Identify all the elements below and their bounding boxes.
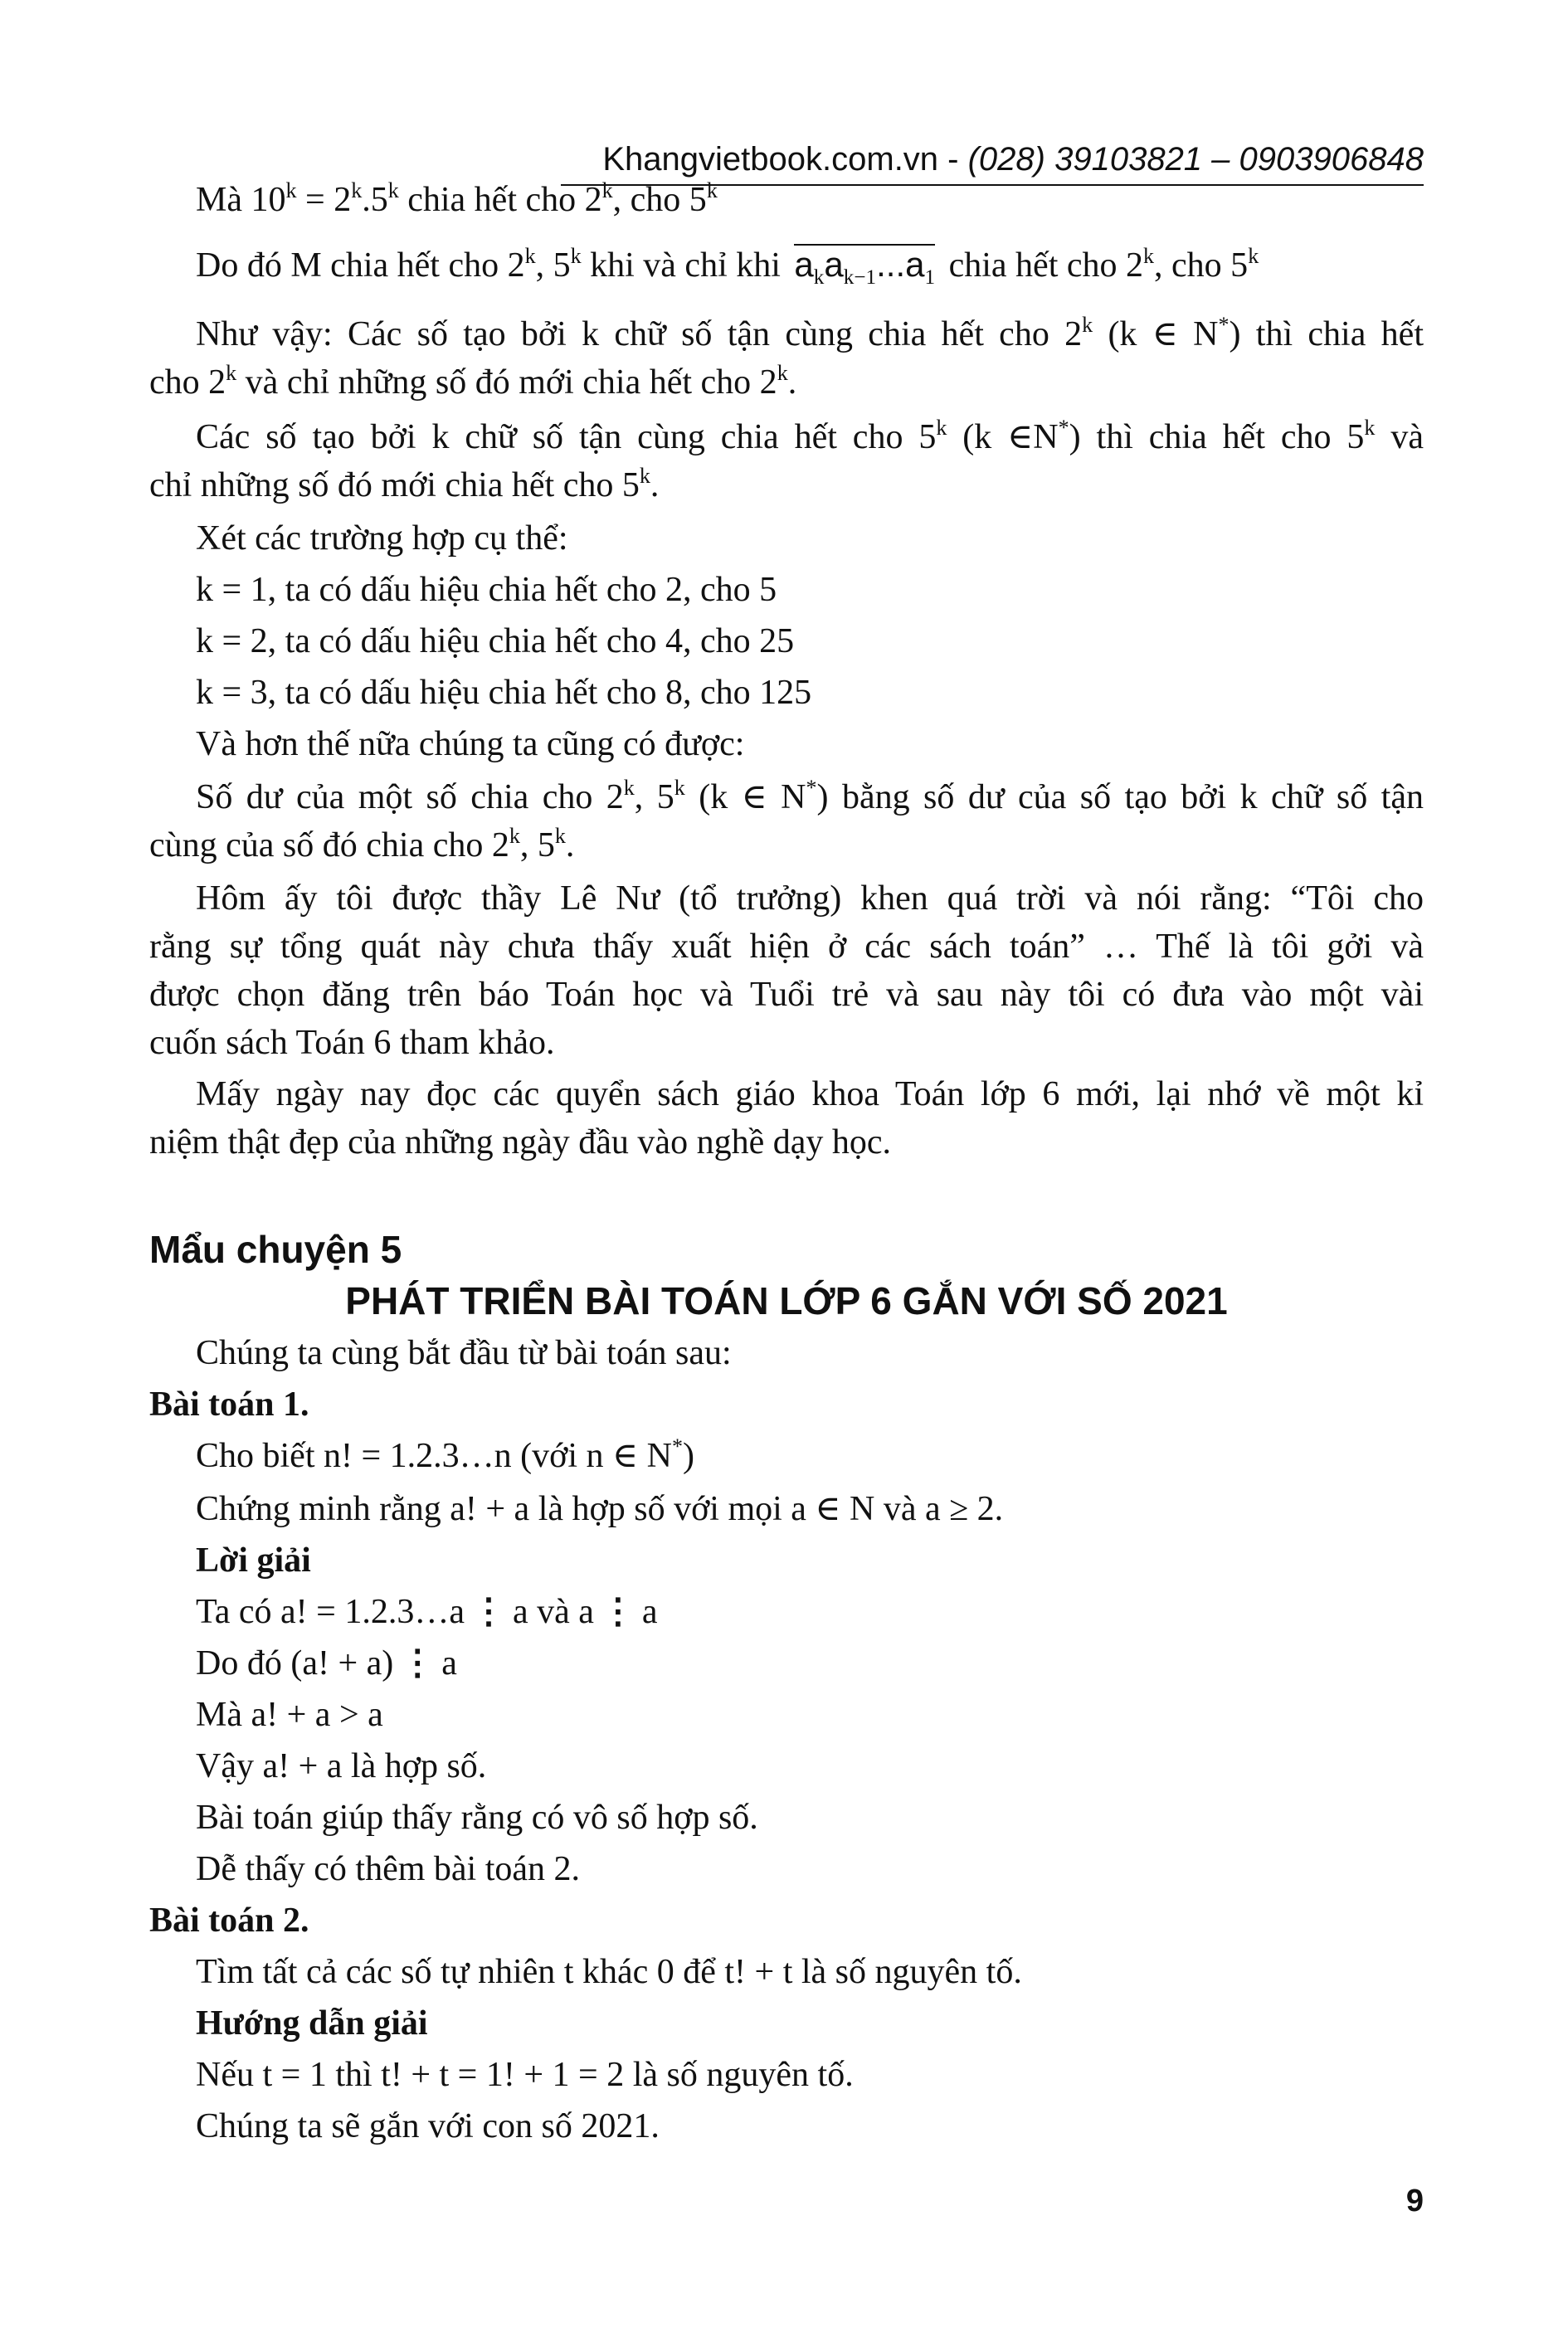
overline-number: $a_ka_{k-1}...a_1$ <box>794 241 935 290</box>
line-p6: k = 1, ta có dấu hiệu chia hết cho 2, cho 5 <box>196 571 777 609</box>
guide-line-2: Chúng ta sẽ gắn với con số 2021. <box>196 2107 660 2145</box>
solution-line-2: Do đó (a! + a) ⋮ a <box>196 1644 457 1682</box>
line-p8: k = 3, ta có dấu hiệu chia hết cho 8, cho 125 <box>196 674 812 712</box>
story-title: PHÁT TRIỂN BÀI TOÁN LỚP 6 GẮN VỚI SỐ 2021 <box>345 1279 1228 1322</box>
line-p11-2: rằng sự tổng quát này chưa thấy xuất hiện ở các sách toán” … Thế là tôi gởi và <box>149 928 1424 966</box>
line-p3a: Như vậy: Các số tạo bởi k chữ số tận cùng chia hết cho 2$^k$ (k ∈ N*) thì chia hết <box>196 312 1424 353</box>
line-p11-1: Hôm ấy tôi được thầy Lê Nư (tổ trưởng) khen quá trời và nói rằng: “Tôi cho <box>196 879 1424 918</box>
line-p11-3: được chọn đăng trên báo Toán học và Tuổi trẻ và sau này tôi có đưa vào một vài <box>149 976 1424 1014</box>
page-number: 9 <box>1405 2184 1424 2218</box>
solution-line-6: Dễ thấy có thêm bài toán 2. <box>196 1850 581 1888</box>
guide-line-1: Nếu t = 1 thì t! + t = 1! + 1 = 2 là số nguyên tố. <box>196 2056 854 2094</box>
story-label: Mẩu chuyện 5 <box>149 1228 402 1271</box>
line-p12-2: niệm thật đẹp của những ngày đầu vào nghề dạy học. <box>149 1123 891 1161</box>
line-p4a: Các số tạo bởi k chữ số tận cùng chia hết cho 5$^k$ (k ∈N*) thì chia hết cho 5$^k$ và <box>196 415 1424 456</box>
line-p4b: chỉ những số đó mới chia hết cho 5$^k$. <box>149 463 660 504</box>
line-p12-1: Mấy ngày nay đọc các quyển sách giáo khoa Toán lớp 6 mới, lại nhớ về một kỉ <box>196 1075 1424 1113</box>
header-site: Khangvietbook.com.vn - <box>602 141 968 178</box>
line-p10b: cùng của số đó chia cho 2$^k$, 5$^k$. <box>149 823 575 864</box>
line-p11-4: cuốn sách Toán 6 tham khảo. <box>149 1024 555 1062</box>
line-p1: Mà $10^k = 2^k.5^k$ chia hết cho 2$^k$, cho 5$^k$ <box>196 178 718 219</box>
solution-line-1: Ta có a! = 1.2.3…a ⋮ a và a ⋮ a <box>196 1593 658 1631</box>
line-p9: Và hơn thế nữa chúng ta cũng có được: <box>196 725 745 763</box>
solution-line-5: Bài toán giúp thấy rằng có vô số hợp số. <box>196 1799 758 1837</box>
problem1-prove: Chứng minh rằng a! + a là hợp số với mọi a ∈ N và a ≥ 2. <box>196 1490 1004 1528</box>
problem2-label: Bài toán 2. <box>149 1902 309 1940</box>
line-p2: Do đó M chia hết cho 2$^k$, 5$^k$ khi và chỉ khi $a_ka_{k-1}...a_1$ chia hết cho 2$^k$, cho 5$^k$ <box>196 241 1424 290</box>
solution-line-4: Vậy a! + a là hợp số. <box>196 1747 487 1785</box>
problem1-label: Bài toán 1. <box>149 1385 309 1424</box>
page-header <box>561 138 1424 181</box>
line-intro: Chúng ta cùng bắt đầu từ bài toán sau: <box>196 1334 732 1372</box>
problem2-guide-label: Hướng dẫn giải <box>196 2004 428 2043</box>
line-p5: Xét các trường hợp cụ thể: <box>196 519 568 558</box>
problem1-given: Cho biết n! = 1.2.3…n (với n ∈ N*) <box>196 1434 694 1475</box>
line-p7: k = 2, ta có dấu hiệu chia hết cho 4, cho 25 <box>196 622 795 660</box>
line-p3b: cho 2$^k$ và chỉ những số đó mới chia hết cho 2$^k$. <box>149 360 797 402</box>
problem1-solution-label: Lời giải <box>196 1541 311 1580</box>
problem2-task: Tìm tất cả các số tự nhiên t khác 0 để t! + t là số nguyên tố. <box>196 1953 1022 1991</box>
header-phones: (028) 39103821 – 0903906848 <box>967 141 1424 178</box>
line-p10a: Số dư của một số chia cho 2$^k$, 5$^k$ (k ∈ N*) bằng số dư của số tạo bởi k chữ số tận <box>196 775 1424 816</box>
solution-line-3: Mà a! + a > a <box>196 1696 383 1734</box>
